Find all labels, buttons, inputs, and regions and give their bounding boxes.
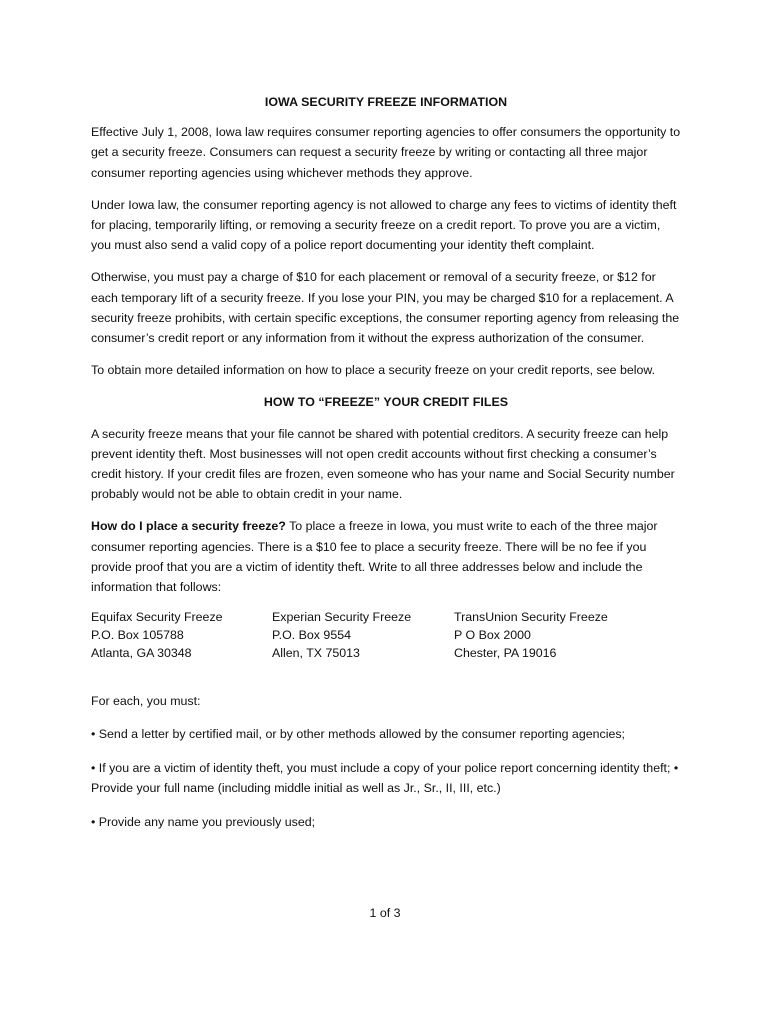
address-name: TransUnion Security Freeze [454,610,608,625]
address-experian [272,609,454,662]
document-body [91,92,681,846]
address-box: P.O. Box 9554 [272,627,351,642]
intro-paragraph-2: Under Iowa law, the consumer reporting agency is not allowed to charge any fees to victims of identity theft for placing, temporarily lifting, or removing a security freeze on a credit report. To prove you are a victim, you must also send a valid copy of a police report documenting your identity theft complaint. [91,197,677,253]
bullet-item-3: • Provide any name you previously used; [91,815,316,830]
section-heading: HOW TO “FREEZE” YOUR CREDIT FILES [263,395,509,410]
intro-paragraph-3: Otherwise, you must pay a charge of $10 for each placement or removal of a security freeze, or $12 for each temporary lift of a security freeze. If you lose your PIN, you may be charged $10 for a replacement. A security freeze prohibits, with certain specific exceptions, the consumer reporting agency from releasing the consumer’s credit report or any information from it without the express authorization of the consumer. [91,270,680,346]
bullet-item-2: • If you are a victim of identity theft, you must include a copy of your police report concerning identity theft; • Provide your full name (including middle initial as well as Jr., Sr., II, III, etc.) [91,760,679,795]
address-transunion [454,609,681,662]
how-to-question: How do I place a security freeze? [91,519,286,534]
address-box: P.O. Box 105788 [91,627,184,642]
for-each-label: For each, you must: [91,694,201,709]
how-to-answer: To place a freeze in Iowa, you must write to each of the three major consumer reporting agencies. There is a $10 fee to place a security freeze. There will be no fee if you provide proof that you are a victim of identity theft. Write to all three addresses below and include the information that follows: [91,519,658,595]
address-box: P O Box 2000 [454,627,531,642]
document-title: IOWA SECURITY FREEZE INFORMATION [264,95,508,109]
address-name: Experian Security Freeze [272,610,412,625]
how-to-paragraph [91,516,681,597]
agency-addresses [91,609,681,662]
bullet-item-1: • Send a letter by certified mail, or by other methods allowed by the consumer reporting agencies; [91,726,625,741]
address-city: Chester, PA 19016 [454,645,557,660]
address-name: Equifax Security Freeze [91,610,223,625]
address-equifax [91,609,272,662]
address-city: Allen, TX 75013 [272,645,360,660]
freeze-paragraph: A security freeze means that your file cannot be shared with potential creditors. A security freeze can help prevent identity theft. Most businesses will not open credit accounts without first checking a consumer’s credit history. If your credit files are frozen, even someone who has your name and Social Security number probably would not be able to obtain credit in your name. [91,426,675,502]
intro-paragraph-4: To obtain more detailed information on how to place a security freeze on your credit reports, see below. [91,363,656,378]
address-city: Atlanta, GA 30348 [91,645,192,660]
intro-paragraph-1: Effective July 1, 2008, Iowa law requires consumer reporting agencies to offer consumers the opportunity to get a security freeze. Consumers can request a security freeze by writing or contacting all three major consumer reporting agencies using whichever methods they approve. [91,125,681,180]
page-number: 1 of 3 [369,906,401,920]
